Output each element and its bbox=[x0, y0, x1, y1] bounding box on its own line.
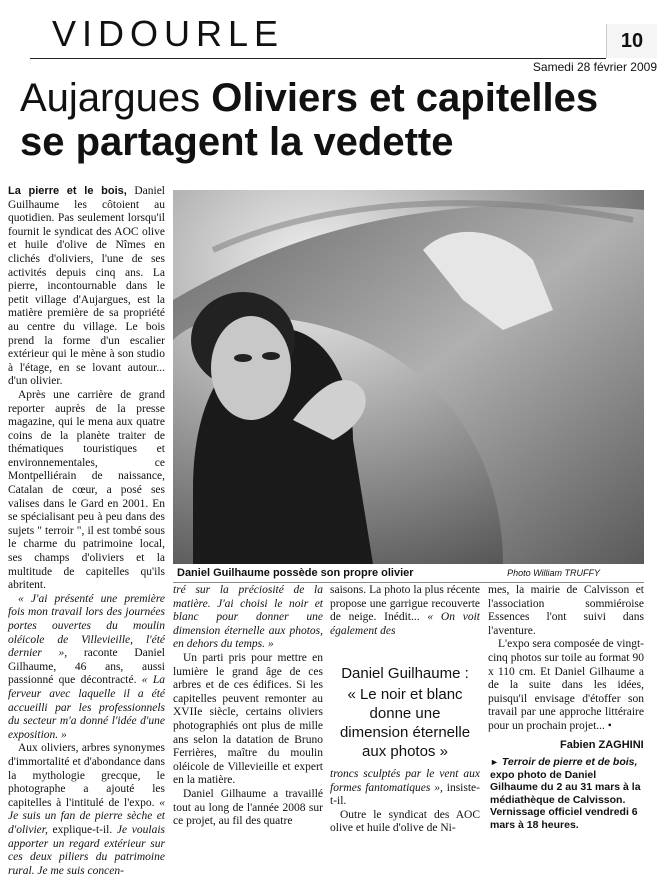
quote: tré sur la préciosité de la matière. J'ai choisi le noir et blanc pour donner une dimension éternelle aux photos, en dehors du temps. » bbox=[173, 584, 323, 651]
event-info-box bbox=[490, 756, 646, 831]
quote: « J'ai présenté une première fois mon travail lors des journées portes ouvertes du moulin oléicole de Villevieille, l'été dernier », bbox=[8, 592, 165, 660]
header-rule bbox=[30, 58, 606, 59]
article-column-1 bbox=[8, 185, 166, 877]
paragraph bbox=[8, 593, 165, 743]
paragraph: Un parti pris pour mettre en lumière le grand âge de ces arbres et de ces édifices. Si les capitelles peuvent remonter au XVIIe siècle, certains oliviers photographiés ont plus de mille ans selon la datation de Bruno Ferrières, maître du moulin oléicole de Villevieille et expert en la matière. bbox=[173, 651, 323, 787]
paragraph bbox=[173, 584, 323, 652]
quote: troncs sculptés par le vent aux formes fantomatiques », bbox=[330, 768, 480, 794]
lead-in: La pierre et le bois, bbox=[8, 185, 127, 197]
page-number: 10 bbox=[606, 24, 657, 58]
quote: « On voit également des bbox=[330, 611, 480, 637]
article-column-3 bbox=[330, 584, 480, 637]
paragraph-text: saisons. La photo la plus récente propose une garrigue recouverte de neige. Inédit... bbox=[330, 584, 480, 624]
pull-quote bbox=[334, 664, 476, 761]
section-title: VIDOURLE bbox=[52, 13, 285, 54]
paragraph-text: Aux oliviers, arbres synonymes d'immortalité et d'abondance dans la mythologie grecque, le photographe a ajouté les capitelles à l'intitulé de l'expo. bbox=[8, 742, 165, 809]
author-byline: Fabien ZAGHINI bbox=[560, 739, 644, 751]
paragraph-text: Daniel Guilhaume les côtoient au quotidien. Pas seulement lorsqu'il fournit le syndicat des AOC olive et huile d'olive de Nîmes en clichés d'oliviers, l'une de ses activités depuis cinq ans. La pierre, incontournable dans le petit village d'Aujargues, est la matière première de sa propriété au centre du village. Le bois prend la forme d'un escalier extérieur qui le mène à son studio à l'étage, en se lovant autour... d'un olivier. bbox=[8, 185, 165, 388]
paragraph: mes, la mairie de Calvisson et l'association sommiéroise Essences l'ont suivi dans l'aventure. bbox=[488, 584, 644, 637]
paragraph bbox=[8, 185, 165, 389]
headline bbox=[20, 76, 660, 164]
paragraph bbox=[330, 768, 480, 809]
quote: « La ferveur avec laquelle il a été accueilli par les professionnels du secteur m'a donné l'idée d'une exposition. » bbox=[8, 674, 166, 741]
quote: « Je suis un fan de pierre sèche et d'olivier, bbox=[8, 796, 165, 836]
paragraph bbox=[8, 742, 165, 878]
article-column-2 bbox=[173, 584, 323, 834]
photo-credit: Photo William TRUFFY bbox=[507, 568, 600, 578]
headline-title-line2: se partagent la vedette bbox=[20, 120, 454, 164]
pull-quote-name: Daniel Guilhaume : bbox=[341, 665, 469, 682]
bullet-triangle-icon: ► bbox=[490, 757, 499, 767]
article-column-4 bbox=[488, 584, 644, 739]
headline-title-line1: Oliviers et capitelles bbox=[211, 76, 599, 120]
photo-caption: Daniel Guilhaume possède son propre olivier bbox=[177, 567, 414, 579]
paragraph-text: insiste-t-il. bbox=[330, 781, 480, 808]
photo-caption-bar bbox=[173, 564, 644, 583]
headline-place: Aujargues bbox=[20, 76, 201, 120]
article-photo bbox=[173, 190, 644, 564]
paragraph bbox=[330, 584, 480, 638]
article-column-3-continued bbox=[330, 768, 480, 836]
event-title: Terroir de pierre et de bois, bbox=[501, 756, 638, 768]
pull-quote-text: « Le noir et blanc donne une dimension éternelle aux photos » bbox=[339, 686, 471, 760]
paragraph: L'expo sera composée de vingt-cinq photos sur toile au format 90 x 110 cm. Et Daniel Gilhaume a de la suite dans les idées, puisqu'il envisage d'étoffer son travail par une approche littéraire pour un prochain projet... • bbox=[488, 638, 644, 732]
paragraph: Outre le syndicat des AOC olive et huile d'olive de Ni- bbox=[330, 808, 480, 835]
paragraph-text: explique-t-il. bbox=[52, 823, 113, 836]
event-details: expo photo de Daniel Gilhaume du 2 au 31 mars à la médiathèque de Calvisson. Vernissage officiel vendredi 6 mars à 18 heures. bbox=[490, 768, 641, 831]
issue-date: Samedi 28 février 2009 bbox=[532, 60, 657, 74]
paragraph-text: raconte Daniel Gilhaume, 46 ans, aussi passionné que décontracté. bbox=[8, 647, 165, 687]
paragraph: Après une carrière de grand reporter auprès de la presse magazine, qui le mena aux quatre coins de la planète traiter de thématiques touristiques et environnementales, ce Montpelliérain de naissance, Catalan de cœur, a posé ses valises dans le Gard en 2001. En se spécialisant peu à peu dans des sujets " terroir ", il est tombé sous le charme du patrimoine local, ses champs d'oliviers et la multitude de capitelles qu'ils abritent. bbox=[8, 388, 165, 592]
quote: Je voulais apporter un regard extérieur sur ces deux piliers du patrimoine rural. Je me suis concen- bbox=[8, 823, 166, 877]
photo-illustration bbox=[173, 190, 644, 564]
paragraph: Daniel Gilhaume a travaillé tout au long de l'année 2008 sur ce projet, au fil des quatre bbox=[173, 787, 323, 828]
